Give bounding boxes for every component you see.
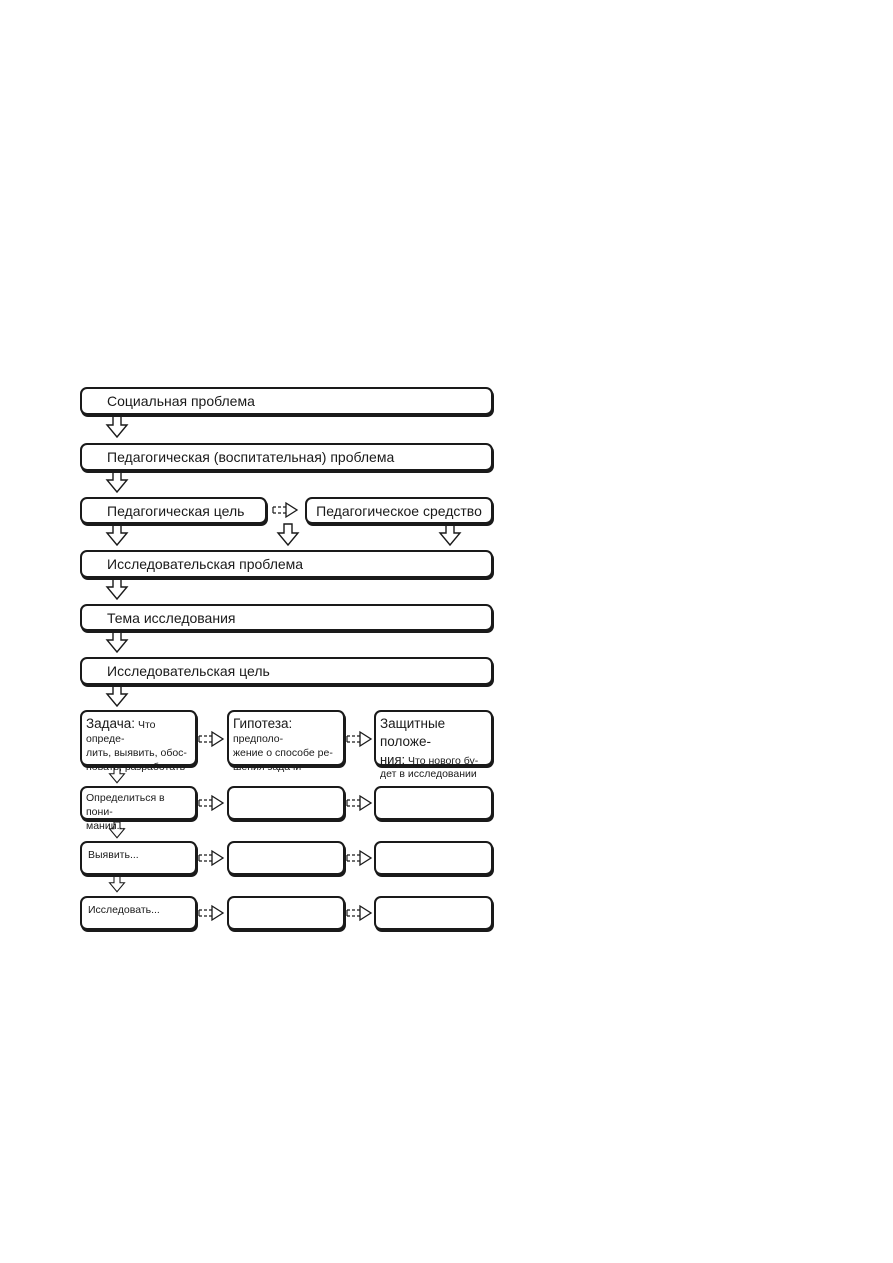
pedagogical-goal-label: Педагогическая цель	[107, 502, 245, 519]
row2-hypothesis-box	[227, 841, 345, 875]
arrow-right-hypothesis-to-theses	[347, 732, 371, 746]
research-goal-box	[80, 657, 493, 685]
row2-task-box	[80, 841, 197, 875]
row1-hypothesis-box	[227, 786, 345, 820]
hypothesis-box	[227, 710, 345, 773]
hypothesis-lead: Гипотеза:	[233, 716, 293, 731]
hypothesis-line3: шения задачи	[233, 760, 302, 773]
task-line1: Что опреде-	[86, 719, 156, 745]
task-line2: лить, выявить, обос-	[86, 746, 187, 759]
row1-task-box	[80, 786, 197, 832]
arrow-right-task-to-hypothesis	[199, 732, 223, 746]
theses-line2: Что нового бу-	[408, 754, 479, 767]
arrow-right-row3-col1	[199, 906, 223, 920]
theses-line2-lead: ния:	[380, 751, 406, 767]
row3-task-box	[80, 896, 197, 930]
row3-task-label: Исследовать...	[88, 904, 160, 916]
arrow-down-goal-to-task	[107, 685, 127, 706]
pedagogical-problem-label: Педагогическая (воспитательная) проблема	[107, 449, 395, 465]
row1-task-line1: Определиться в пони-	[86, 792, 165, 818]
arrow-right-row1-col1	[199, 796, 223, 810]
theses-lead: Защитные положе-	[380, 716, 446, 749]
research-topic-label: Тема исследования	[107, 609, 236, 626]
arrow-down-pedagogical-to-goal	[107, 471, 127, 492]
social-problem-box	[80, 387, 493, 415]
pedagogical-means-box	[305, 497, 493, 524]
task-line3: новать, разработать	[86, 760, 186, 773]
social-problem-label: Социальная проблема	[107, 393, 255, 409]
task-lead: Задача:	[86, 716, 136, 731]
arrow-right-row2-col2	[347, 851, 371, 865]
pedagogical-goal-box	[80, 497, 267, 524]
theses-box	[374, 710, 493, 781]
row2-task-label: Выявить...	[88, 849, 139, 861]
arrow-right-goal-to-means	[273, 503, 297, 517]
arrow-right-row1-col2	[347, 796, 371, 810]
research-problem-label: Исследовательская проблема	[107, 556, 304, 572]
arrow-right-row3-col2	[347, 906, 371, 920]
arrow-down-goal-to-research-problem	[107, 524, 127, 545]
research-problem-box	[80, 550, 493, 578]
arrow-down-social-to-pedagogical	[107, 416, 127, 437]
hypothesis-line1: предполо-	[233, 732, 284, 745]
research-topic-box	[80, 604, 493, 631]
row3-theses-box	[374, 896, 493, 930]
theses-line3: дет в исследовании	[380, 768, 477, 781]
pedagogical-means-label: Педагогическое средство	[316, 502, 482, 519]
row1-task-line2: мании...	[86, 819, 126, 832]
arrow-down-row2-to-row3	[110, 876, 125, 892]
row1-theses-box	[374, 786, 493, 820]
arrow-down-research-problem-to-topic	[107, 578, 127, 599]
row2-theses-box	[374, 841, 493, 875]
arrow-right-row2-col1	[199, 851, 223, 865]
task-box	[80, 710, 197, 773]
row3-hypothesis-box	[227, 896, 345, 930]
research-goal-label: Исследовательская цель	[107, 663, 270, 679]
arrow-down-topic-to-goal	[107, 631, 127, 652]
hypothesis-line2: жение о способе ре-	[233, 746, 333, 759]
arrow-down-means-to-research-problem	[440, 524, 460, 545]
pedagogical-problem-box	[80, 443, 493, 471]
arrow-down-middle-to-research-problem	[278, 524, 298, 545]
